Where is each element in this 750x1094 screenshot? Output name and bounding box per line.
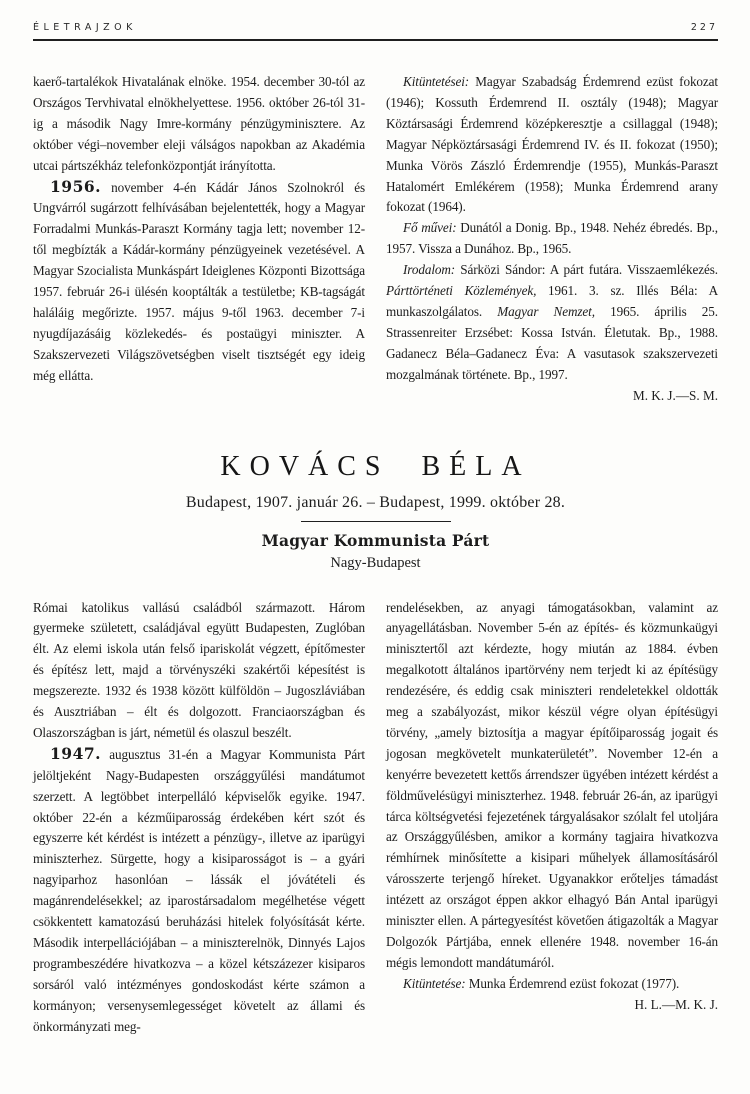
- paragraph: [386, 218, 718, 260]
- text-segment: Kitüntetései:: [403, 74, 470, 89]
- paragraph: [33, 598, 365, 744]
- text-segment: Sárközi Sándor: A párt futára. Visszaemlékezés.: [455, 262, 718, 278]
- right-column: [386, 598, 718, 1038]
- running-head: [33, 22, 718, 33]
- paragraph: [33, 744, 365, 1038]
- text-segment: Magyar Szabadság Érdemrend ezüst fokozat (1946); Kossuth Érdemrend II. osztály (1948); Magyar Köztársasági Érdemrend középkeresztje a csillaggal (1948); Magyar Népköztársasági Érdemrend IV. és II. fokozat (1950); Munka Vörös Zászló Érdemrendje (1955), Munkás-Paraszt Hatalomért Emlékérem (1958); Munka Érdemrend arany fokozat (1964).: [386, 74, 718, 215]
- paragraph: [386, 598, 718, 974]
- entry-body: [33, 598, 718, 1038]
- text-segment: Magyar Nemzet,: [497, 303, 595, 319]
- text-segment: Fő művei:: [403, 220, 457, 236]
- entry-dates: Budapest, 1907. január 26. – Budapest, 1999. október 28.: [185, 493, 566, 511]
- text-segment: Római katolikus vallású családból származott. Három gyermeke született, családjával együtt Budapesten, Zuglóban élt. Az elemi iskola után felső ipariskolát végzett, építőmester és építész lett, majd a törvényszéki szakértői képesítést is megszerezte. 1932 és 1938 között külföldön – Jugoszláviában és Ausztriában – élt és dolgozott. Franciaországban és Olaszországban is járt, németül és olaszul beszélt.: [33, 599, 365, 740]
- author-signature: M. K. J.—S. M.: [632, 387, 718, 403]
- text-segment: 1961. 3. sz. Illés Béla: A munkaszolgálatos.: [386, 283, 718, 319]
- left-column: [33, 72, 365, 407]
- paragraph: [386, 260, 718, 385]
- author-signature: H. L.—M. K. J.: [634, 996, 718, 1012]
- text-segment: augusztus 31-én a Magyar Kommunista Párt jelöltjeként Nagy-Budapesten országgyűlési mandátumot szerzett. A legtöbbet interpelláló képviselők egyike. 1947. október 22-én a kézműiparosság érdekében kért szót és egyszerre két kérdést is intézett a pénzügy-, illetve az iparügyi miniszterhez. Sürgette, hogy a kisiparosságot is – a gyári nagyiparhoz hasonlóan – lássák el jóvátételi és magánrendelésekkel; az iparostársadalom megélhetése végett csökkentett kamatozású beruházási hitelek folyósítását kérte. Második interpellációjában – a miniszterelnök, Dinnyés Lajos programbeszédére hivatkozva – a közel kétszázezer kisiparos sorsáról való intézményes gondoskodást kérte számon a kormányon; versenysemlegességet követelt az állami és önkormányzati meg-: [33, 746, 365, 1034]
- entry-district: Nagy-Budapest: [330, 554, 421, 571]
- text-segment: 1965. április 25. Strassenreiter Erzsébet: Kossa István. Életutak. Bp., 1988. Gadanecz Béla–Gadanecz Éva: A vasutasok szakszervezeti mozgalmának története. Bp., 1997.: [386, 303, 718, 382]
- paragraph: [386, 974, 718, 995]
- text-segment: 1956.: [50, 176, 102, 196]
- previous-entry-end: [33, 72, 718, 407]
- entry-rule: [301, 521, 451, 522]
- entry-party: Magyar Kommunista Párt: [261, 530, 490, 550]
- text-segment: 1947.: [50, 743, 102, 763]
- paragraph: [33, 177, 365, 387]
- text-segment: Kitüntetése:: [403, 975, 466, 991]
- page-number: 227: [690, 22, 718, 33]
- text-segment: Munka Érdemrend ezüst fokozat (1977).: [465, 975, 680, 991]
- text-segment: rendelésekben, az anyagi támogatásokban, valamint az anyagellátásban. November 5-én az építés- és közmunkaügyi minisztertől azt kérdezte, hogy miután az 1884. évben megalkotott általános ipartörvény nem terjedt ki az építésügy rendezésére, és eddig csak miniszteri rendeletekkel oldották meg a szabályozást, mikor készül végre olyan építésügyi törvény, „amely biztosítja a magyar építőiparosság jogait és jogosan megkövetelt munkaterületét”. November 12-én a kenyérre bevezetett kettős árrendszer ügyében intézett kérdést a földművelésügyi miniszterhez. 1948. február 26-án, az iparügyi tárca költségvetési fejezetének tárgyalásakor szólalt fel utoljára az Országgyűlésben, amikor a kormány tagjaira hivatkozva rémhírnek minősítette a kisipari műhelyek államosításáról városszerte terjengő híreket. Ugyanakkor erőteljes támadást intézett az országot éppen akkor elhagyó Bán Antal iparügyi miniszter ellen. A pártegyesítést követően átigazolták a Magyar Dolgozók Pártjába, ennek ellenére 1948. november 16-án mégis lemondott mandátumáról.: [386, 599, 718, 970]
- entry-heading: [33, 451, 718, 572]
- text-segment: Dunától a Donig. Bp., 1948. Nehéz ébredés. Bp., 1957. Vissza a Dunához. Bp., 1965.: [386, 220, 718, 257]
- text-segment: november 4-én Kádár János Szolnokról és Ungvárról sugárzott felhívásában bejelentették, hogy a Magyar Forradalmi Munkás-Paraszt Kormány tagja lett; november 12-től megbízták a Kádár-kormány pénzügyeinek vezetésével. A Magyar Szocialista Munkáspárt Ideiglenes Központi Bizottsága 1957. február 26-i ülésén kooptálták a testületbe; KB-tagságát haláláig megőrizte. 1957. május 9-től 1963. december 7-i nyugdíjazásáig közlekedés- és postaügyi miniszter. A Szakszervezeti Világszövetségben viselt tisztségét egy ideig még ellátta.: [33, 179, 365, 383]
- paragraph: [386, 72, 718, 218]
- text-segment: Párttörténeti Közlemények,: [386, 283, 537, 299]
- entry-name: KOVÁCS BÉLA: [220, 450, 531, 482]
- text-segment: kaerő-tartalékok Hivatalának elnöke. 1954. december 30-tól az Országos Tervhivatal elnökhelyettese. 1956. október 26-tól 31-ig a második Nagy Imre-kormány pénzügyminisztere. Az október végi–november eleji válságos napokban az Akadémia utcai pártszékház telefonközpontját irányította.: [33, 74, 365, 173]
- text-segment: Irodalom:: [403, 262, 456, 278]
- section-label: ÉLETRAJZOK: [33, 22, 137, 33]
- left-column: [33, 598, 365, 1038]
- paragraph: [33, 72, 365, 177]
- header-rule: [33, 39, 718, 41]
- right-column: [386, 72, 718, 407]
